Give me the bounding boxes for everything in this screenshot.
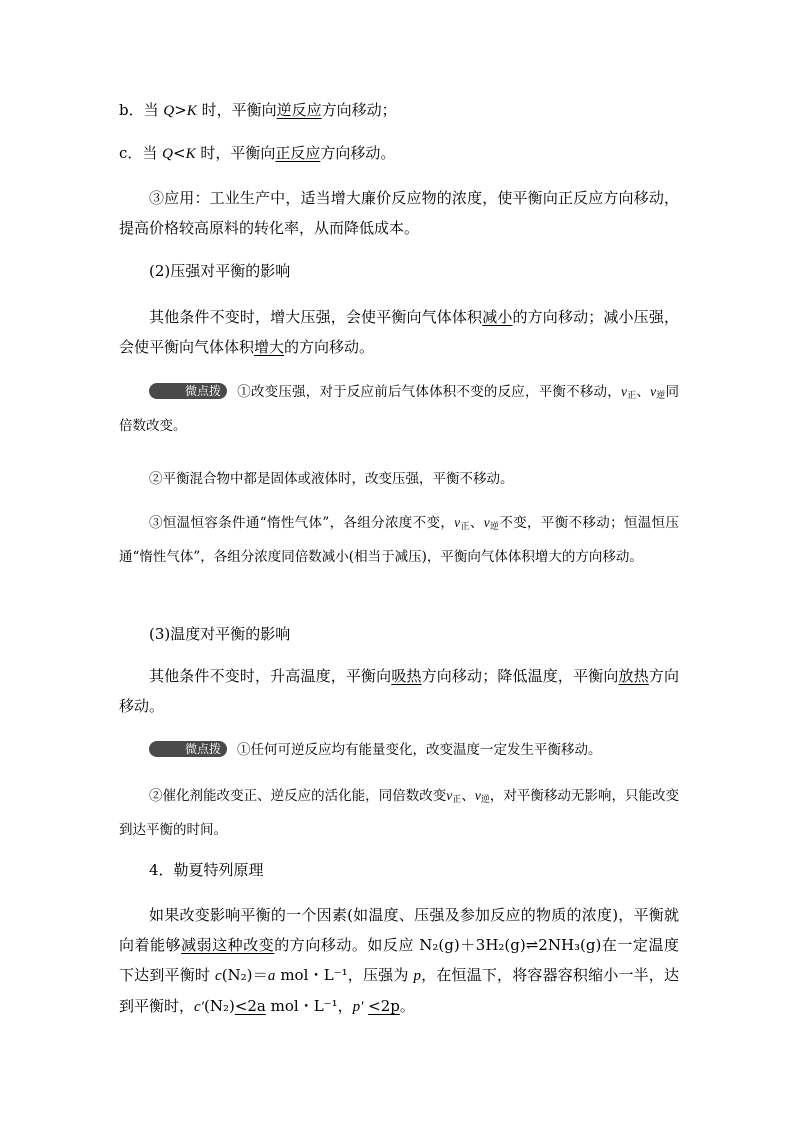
paragraph-temperature: 其他条件不变时，升高温度，平衡向吸热方向移动；降低温度，平衡向放热方向移动。 bbox=[119, 667, 679, 715]
paragraph-pressure: 其他条件不变时，增大压强，会使平衡向气体体积减小的方向移动；减小压强，会使平衡向气体体积增大的方向移动。 bbox=[119, 308, 679, 356]
paragraph-c: c．当 Q<K 时，平衡向正反应方向移动。 bbox=[119, 144, 396, 162]
note-pressure-2: ②平衡混合物中都是固体或液体时，改变压强，平衡不移动。 bbox=[149, 471, 514, 487]
note-temperature-1: 微点拨 ①任何可逆反应均有能量变化，改变温度一定发生平衡移动。 bbox=[119, 735, 679, 765]
heading-temperature: (3)温度对平衡的影响 bbox=[149, 625, 291, 643]
heading-pressure: (2)压强对平衡的影响 bbox=[149, 262, 291, 280]
note-temperature-2: ②催化剂能改变正、逆反应的活化能，同倍数改变$v_正$、$v_逆$，对平衡移动无影响，只能改变到达平衡的时间。 bbox=[119, 788, 679, 838]
paragraph-le-chatelier: 如果改变影响平衡的一个因素(如温度、压强及参加反应的物质的浓度)，平衡就向着能够减弱这种改变的方向移动。如反应 N₂(g)＋3H₂(g)⇌2NH₃(g)在一定温度下达到平衡时 c(N₂)＝a mol・L⁻¹，压强为 p，在恒温下，将容器容积缩小一半，达到平衡时，c′(N₂)<2a mol・L⁻¹，p′ <2p。 bbox=[119, 906, 679, 1015]
note-pressure-1: 微点拨 ①改变压强，对于反应前后气体体积不变的反应，平衡不移动，$v_正$、$v_逆$同倍数改变。 bbox=[119, 384, 680, 434]
paragraph-application: ③应用：工业生产中，适当增大廉价反应物的浓度，使平衡向正反应方向移动，提高价格较高原料的转化率，从而降低成本。 bbox=[119, 189, 679, 237]
paragraph-b: b．当 Q>K 时，平衡向逆反应方向移动； bbox=[119, 101, 397, 119]
heading-le-chatelier: 4．勒夏特列原理 bbox=[149, 861, 264, 879]
note-pressure-3: ③恒温恒容条件通“惰性气体”，各组分浓度不变，$v_正$、$v_逆$不变，平衡不移动；恒温恒压通“惰性气体”，各组分浓度同倍数减小(相当于减压)，平衡向气体体积增大的方向移动。 bbox=[119, 515, 679, 565]
micro-tip-badge: 微点拨 bbox=[149, 383, 227, 399]
micro-tip-badge: 微点拨 bbox=[149, 741, 227, 757]
